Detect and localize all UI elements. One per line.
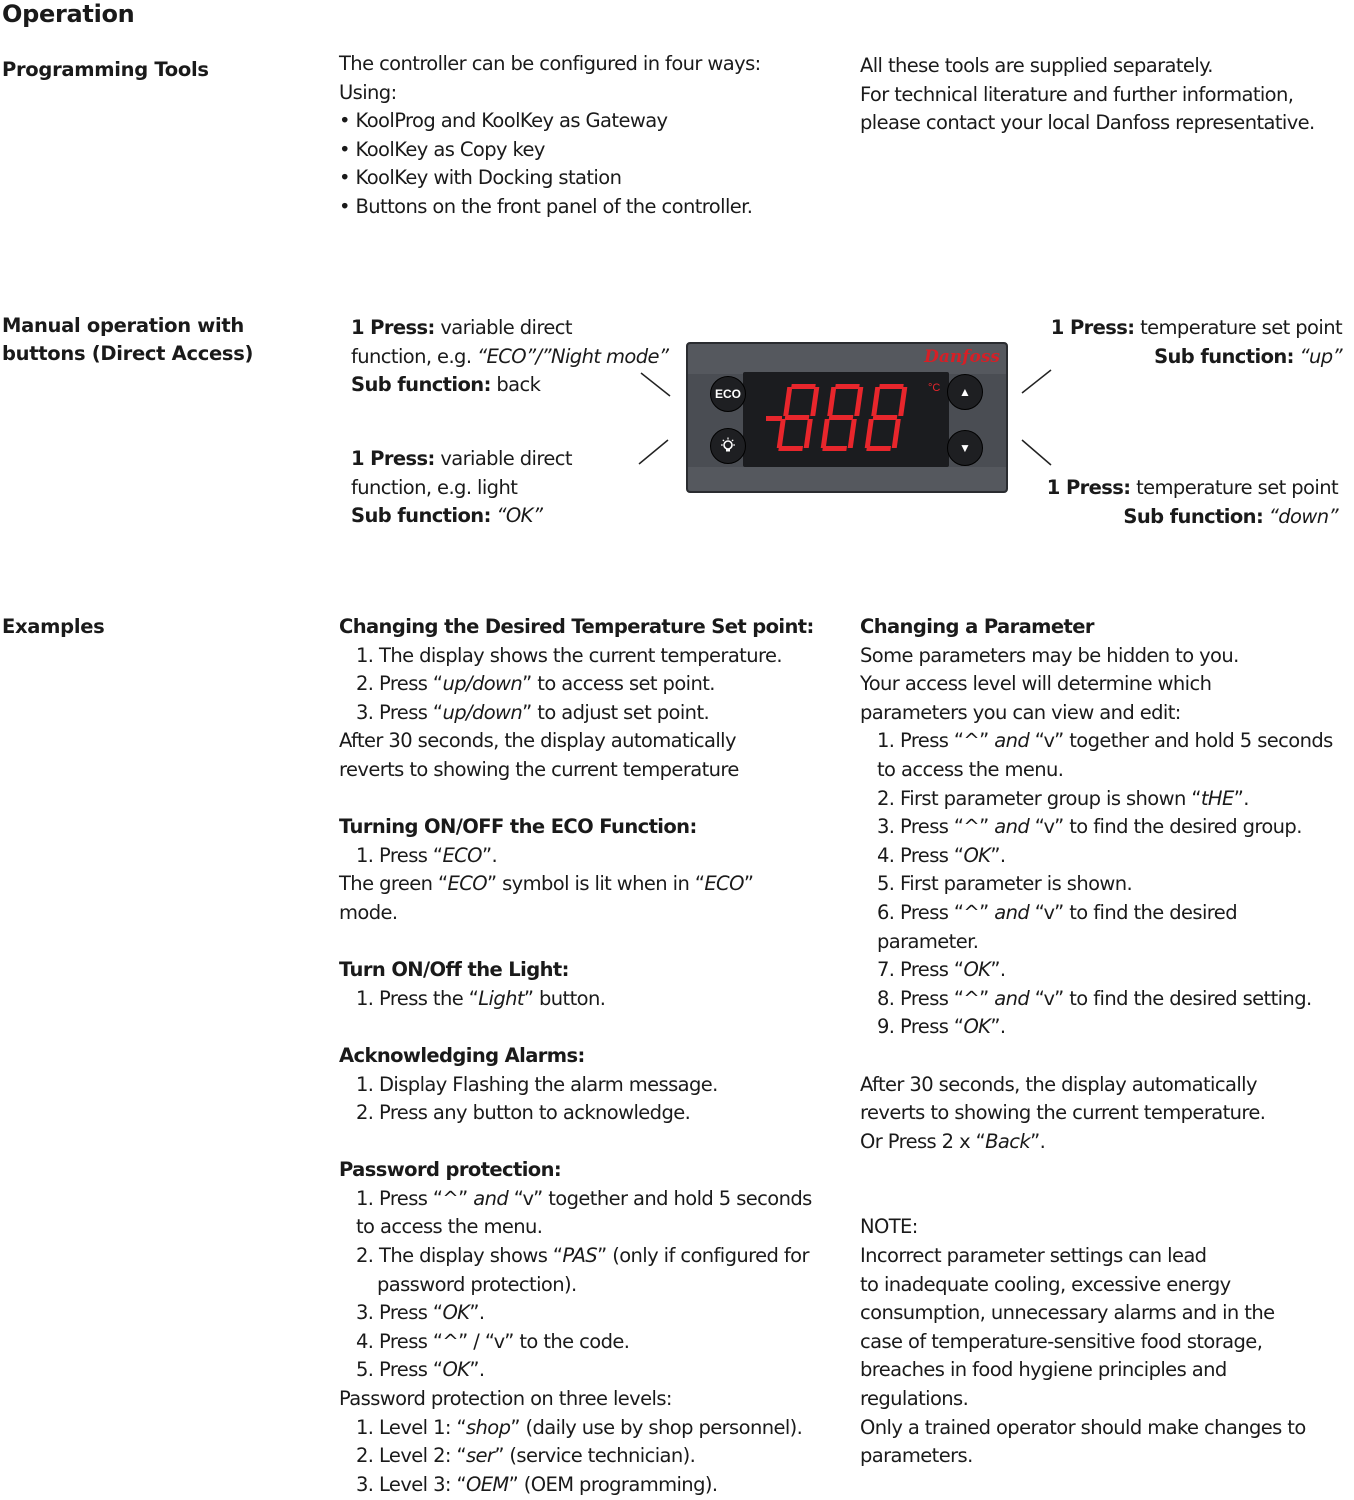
- parameter-step: 6. Press “^” and “v” to find the desired: [877, 900, 1237, 924]
- eco-button[interactable]: ECO: [710, 376, 746, 412]
- note-line: Only a trained operator should make changes to: [860, 1415, 1306, 1439]
- note-line: breaches in food hygiene principles and: [860, 1358, 1227, 1382]
- password-level: 1. Level 1: “shop” (daily use by shop personnel).: [356, 1415, 803, 1439]
- callout-sub-text: “OK”: [496, 504, 543, 528]
- light-heading: Turn ON/Off the Light:: [339, 958, 569, 982]
- callout-function-text: function, e.g.: [351, 344, 478, 368]
- callout-press-label: 1 Press:: [1050, 316, 1135, 339]
- light-connector-line: [639, 440, 668, 464]
- celsius-indicator: °C: [928, 382, 941, 394]
- parameter-step: 7. Press “OK”.: [877, 958, 1006, 982]
- examples-heading: Examples: [2, 615, 105, 638]
- callout-function-example: “ECO”/”Night mode”: [477, 344, 669, 368]
- set-point-step: 3. Press “up/down” to adjust set point.: [356, 700, 710, 724]
- callout-sub-label: Sub function:: [1154, 344, 1294, 368]
- alarms-heading: Acknowledging Alarms:: [339, 1043, 585, 1067]
- eco-note: mode.: [339, 900, 398, 924]
- parameter-step: 4. Press “OK”.: [877, 843, 1006, 867]
- password-step-cont: password protection).: [377, 1272, 577, 1296]
- parameter-note: reverts to showing the current temperature.: [860, 1101, 1266, 1125]
- callout-sub-label: Sub function:: [351, 504, 491, 528]
- note-line: parameters.: [860, 1444, 973, 1468]
- parameter-step: 9. Press “OK”.: [877, 1015, 1006, 1039]
- supply-line: For technical literature and further information,: [860, 82, 1294, 106]
- digit-8: [864, 384, 907, 451]
- eco-connector-line: [641, 373, 670, 396]
- eco-step: 1. Press “ECO”.: [356, 843, 498, 867]
- parameter-step: 2. First parameter group is shown “tHE”.: [877, 786, 1249, 810]
- alarms-step: 1. Display Flashing the alarm message.: [356, 1072, 718, 1096]
- up-arrow-icon: ▲: [959, 385, 971, 399]
- parameter-step: 5. First parameter is shown.: [877, 872, 1133, 896]
- password-step: 2. The display shows “PAS” (only if configured for: [356, 1244, 809, 1268]
- eco-heading: Turning ON/OFF the ECO Function:: [339, 815, 697, 839]
- set-point-note: reverts to showing the current temperature: [339, 757, 739, 781]
- note-line: consumption, unnecessary alarms and in the: [860, 1301, 1275, 1325]
- parameter-intro: Your access level will determine which: [860, 672, 1212, 696]
- parameter-step: 1. Press “^” and “v” together and hold 5 seconds: [877, 729, 1333, 753]
- parameter-step: 3. Press “^” and “v” to find the desired group.: [877, 815, 1302, 839]
- callout-function-text: function, e.g. light: [351, 475, 518, 499]
- note-line: case of temperature-sensitive food storage,: [860, 1329, 1263, 1353]
- password-step: 5. Press “OK”.: [356, 1358, 485, 1382]
- danfoss-logo: Danfoss: [924, 347, 1000, 367]
- password-heading: Password protection:: [339, 1158, 562, 1182]
- password-step: 3. Press “OK”.: [356, 1301, 485, 1325]
- ways-intro: The controller can be configured in four ways:: [339, 52, 761, 75]
- callout-press-label: 1 Press:: [1046, 476, 1131, 499]
- up-connector-line: [1022, 370, 1051, 393]
- callout-press-label: 1 Press:: [351, 447, 435, 470]
- ways-item: • KoolKey with Docking station: [339, 166, 622, 190]
- callout-press-text: variable direct: [440, 447, 572, 470]
- manual-operation-heading-line1: Manual operation with: [2, 314, 244, 337]
- callout-sub-text: “down”: [1268, 504, 1338, 528]
- callout-connectors: [0, 0, 1354, 600]
- ways-item: • KoolKey as Copy key: [339, 137, 545, 161]
- parameter-step: 8. Press “^” and “v” to find the desired setting.: [877, 986, 1312, 1010]
- digit-8: [820, 384, 863, 451]
- note-line: to inadequate cooling, excessive energy: [860, 1272, 1231, 1296]
- set-point-note: After 30 seconds, the display automatically: [339, 729, 736, 753]
- light-button[interactable]: [710, 428, 746, 464]
- panel-bottom-strip: [688, 467, 1006, 491]
- down-connector-line: [1022, 440, 1051, 465]
- parameter-step-cont: parameter.: [877, 929, 979, 953]
- parameter-heading: Changing a Parameter: [860, 615, 1094, 638]
- parameter-intro: parameters you can view and edit:: [860, 700, 1181, 724]
- ways-item: • Buttons on the front panel of the controller.: [339, 194, 753, 218]
- controller-front-panel: [686, 342, 1008, 493]
- callout-sub-label: Sub function:: [1123, 504, 1264, 528]
- down-button[interactable]: [947, 430, 983, 466]
- seven-segment-display: [764, 382, 924, 454]
- page-title: Operation: [2, 0, 135, 28]
- password-level: 2. Level 2: “ser” (service technician).: [356, 1444, 696, 1468]
- parameter-back-note: Or Press 2 x “Back”.: [860, 1129, 1046, 1153]
- supply-line: please contact your local Danfoss representative.: [860, 111, 1315, 135]
- password-levels-intro: Password protection on three levels:: [339, 1387, 672, 1411]
- programming-tools-heading: Programming Tools: [2, 58, 209, 81]
- light-step: 1. Press the “Light” button.: [356, 986, 606, 1010]
- callout-press-text: temperature set point: [1136, 476, 1338, 499]
- light-bulb-icon: [719, 437, 737, 455]
- parameter-step-cont: to access the menu.: [877, 757, 1064, 781]
- eco-note: The green “ECO” symbol is lit when in “ECO”: [339, 872, 754, 896]
- examples-right-column: [860, 613, 1350, 1471]
- note-line: Incorrect parameter settings can lead: [860, 1244, 1207, 1268]
- manual-operation-heading-line2: buttons (Direct Access): [2, 342, 254, 365]
- ways-using: Using:: [339, 80, 397, 104]
- callout-sub-text: “up”: [1299, 344, 1342, 368]
- password-step: 1. Press “^” and “v” together and hold 5 seconds: [356, 1186, 812, 1210]
- callout-press-text: variable direct: [440, 316, 572, 339]
- password-step-cont: to access the menu.: [356, 1215, 543, 1239]
- alarms-step: 2. Press any button to acknowledge.: [356, 1101, 691, 1125]
- set-point-step: 2. Press “up/down” to access set point.: [356, 672, 715, 696]
- callout-press-text: temperature set point: [1140, 316, 1342, 339]
- callout-sub-label: Sub function:: [351, 373, 491, 397]
- set-point-heading: Changing the Desired Temperature Set point:: [339, 615, 814, 638]
- callout-press-label: 1 Press:: [351, 316, 435, 339]
- parameter-intro: Some parameters may be hidden to you.: [860, 643, 1239, 667]
- supply-line: All these tools are supplied separately.: [860, 54, 1213, 77]
- note-line: regulations.: [860, 1387, 969, 1411]
- password-level: 3. Level 3: “OEM” (OEM programming).: [356, 1472, 718, 1496]
- examples-left-column: [339, 613, 839, 1499]
- down-arrow-icon: ▼: [959, 441, 971, 455]
- password-step: 4. Press “^” / “v” to the code.: [356, 1329, 630, 1353]
- minus-segment: [766, 416, 782, 421]
- digit-8: [776, 384, 819, 451]
- up-button[interactable]: [947, 374, 983, 410]
- set-point-step: 1. The display shows the current temperature.: [356, 643, 782, 667]
- ways-item: • KoolProg and KoolKey as Gateway: [339, 109, 668, 133]
- callout-sub-text: back: [496, 373, 541, 397]
- note-heading: NOTE:: [860, 1215, 918, 1239]
- parameter-note: After 30 seconds, the display automatically: [860, 1072, 1257, 1096]
